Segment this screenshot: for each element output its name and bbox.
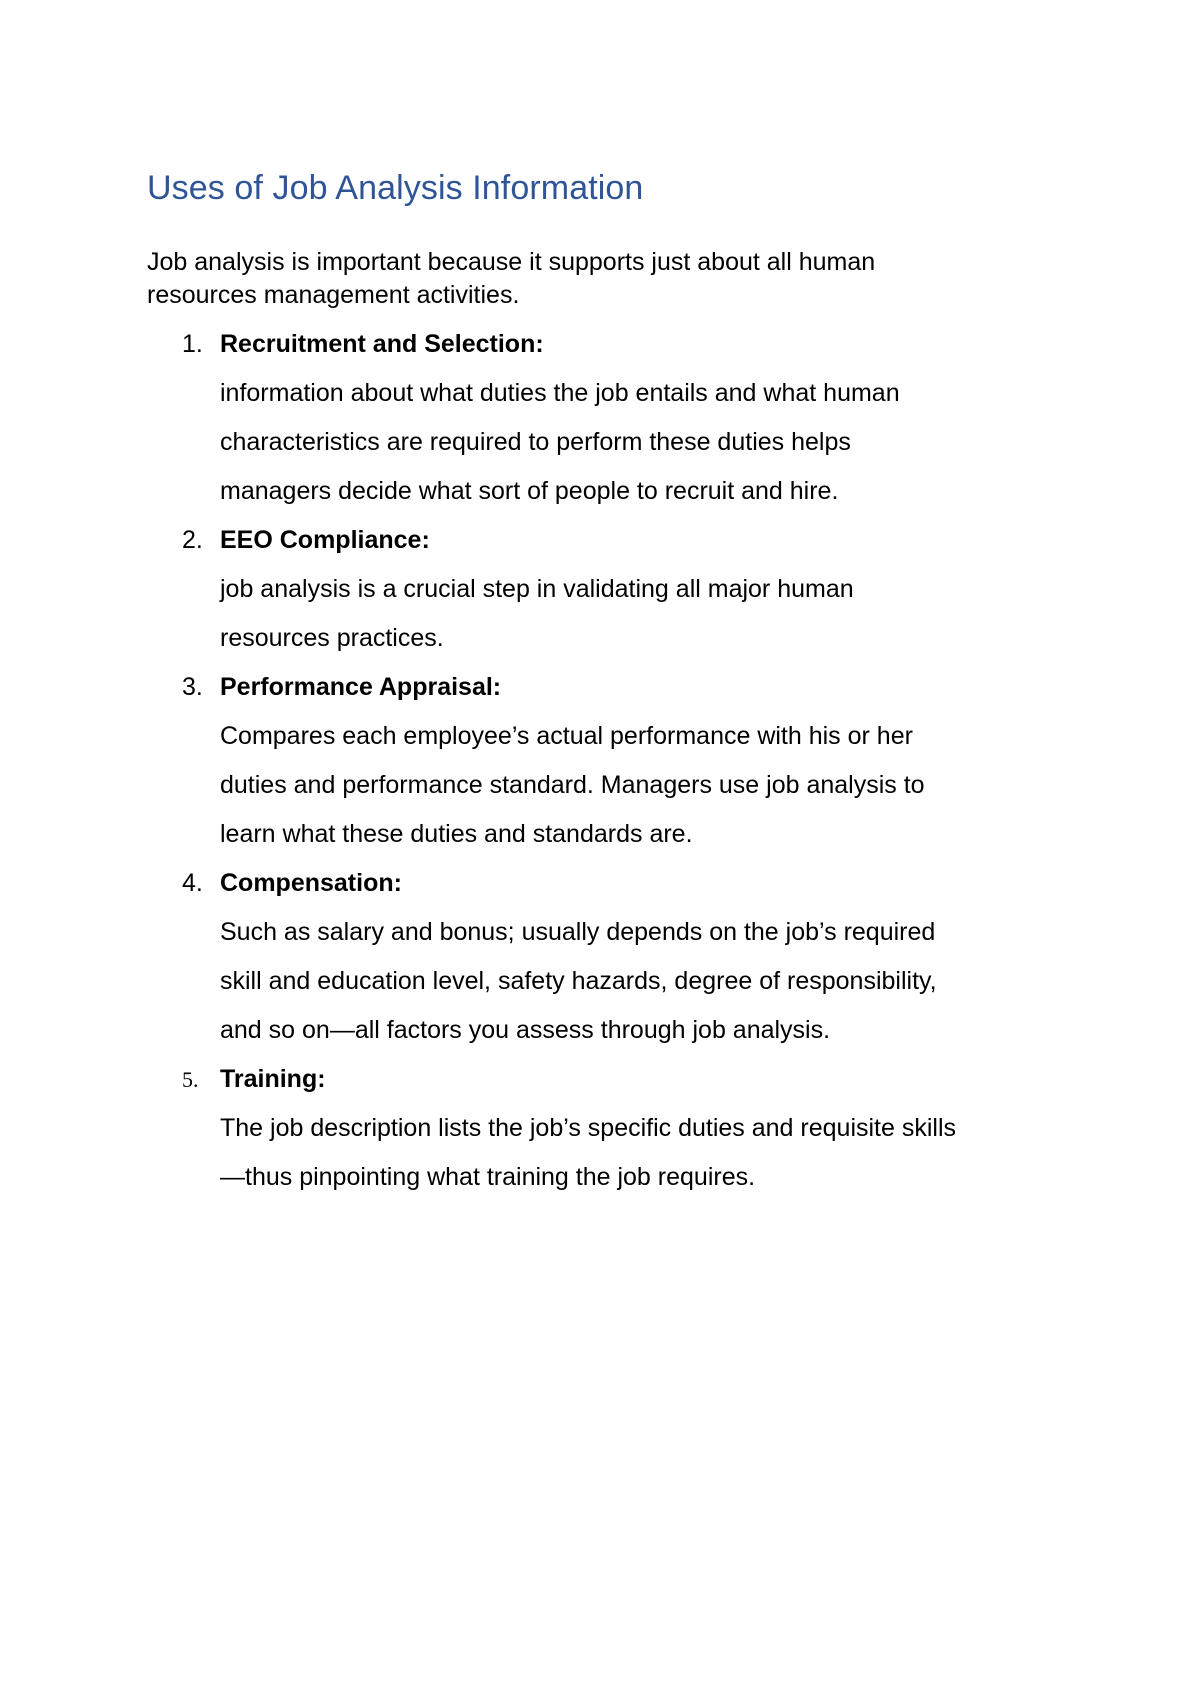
list-item-recruitment (178, 320, 1078, 516)
list-item-line: Such as salary and bonus; usually depends on the job’s required (220, 918, 936, 946)
list-item-line: job analysis is a crucial step in validating all major human (220, 575, 854, 603)
list-item-line: learn what these duties and standards are. (220, 820, 693, 848)
list-item-line: The job description lists the job’s specific duties and requisite skills (220, 1114, 957, 1142)
list-item-title: Recruitment and Selection: (220, 330, 544, 358)
list-item-training (178, 1055, 1078, 1202)
intro-line: Job analysis is important because it supports just about all human (147, 248, 876, 276)
list-number: 4. (182, 869, 203, 897)
list-item-title: Compensation: (220, 869, 402, 897)
list-item-line: duties and performance standard. Managers use job analysis to (220, 771, 925, 799)
list-item-line: skill and education level, safety hazards, degree of responsibility, (220, 967, 937, 995)
list-item-line: information about what duties the job entails and what human (220, 379, 900, 407)
document-title: Uses of Job Analysis Information (147, 169, 644, 207)
list-item-line: Compares each employee’s actual performance with his or her (220, 722, 913, 750)
intro-paragraph (147, 246, 1047, 312)
list-item-title: Performance Appraisal: (220, 673, 502, 701)
list-number: 5. (182, 1067, 199, 1092)
list-item-compensation (178, 859, 1078, 1055)
list-item-line: and so on—all factors you assess through job analysis. (220, 1016, 831, 1044)
uses-list (178, 320, 1078, 1202)
list-number: 1. (182, 330, 203, 358)
list-number: 3. (182, 673, 203, 701)
intro-line: resources management activities. (147, 281, 520, 309)
list-item-line: managers decide what sort of people to recruit and hire. (220, 477, 839, 505)
list-item-title: EEO Compliance: (220, 526, 430, 554)
list-item-eeo (178, 516, 1078, 663)
list-item-line: —thus pinpointing what training the job requires. (220, 1163, 756, 1191)
list-item-title: Training: (220, 1065, 326, 1093)
list-item-line: characteristics are required to perform these duties helps (220, 428, 851, 456)
list-item-performance (178, 663, 1078, 859)
list-number: 2. (182, 526, 203, 554)
list-item-line: resources practices. (220, 624, 444, 652)
